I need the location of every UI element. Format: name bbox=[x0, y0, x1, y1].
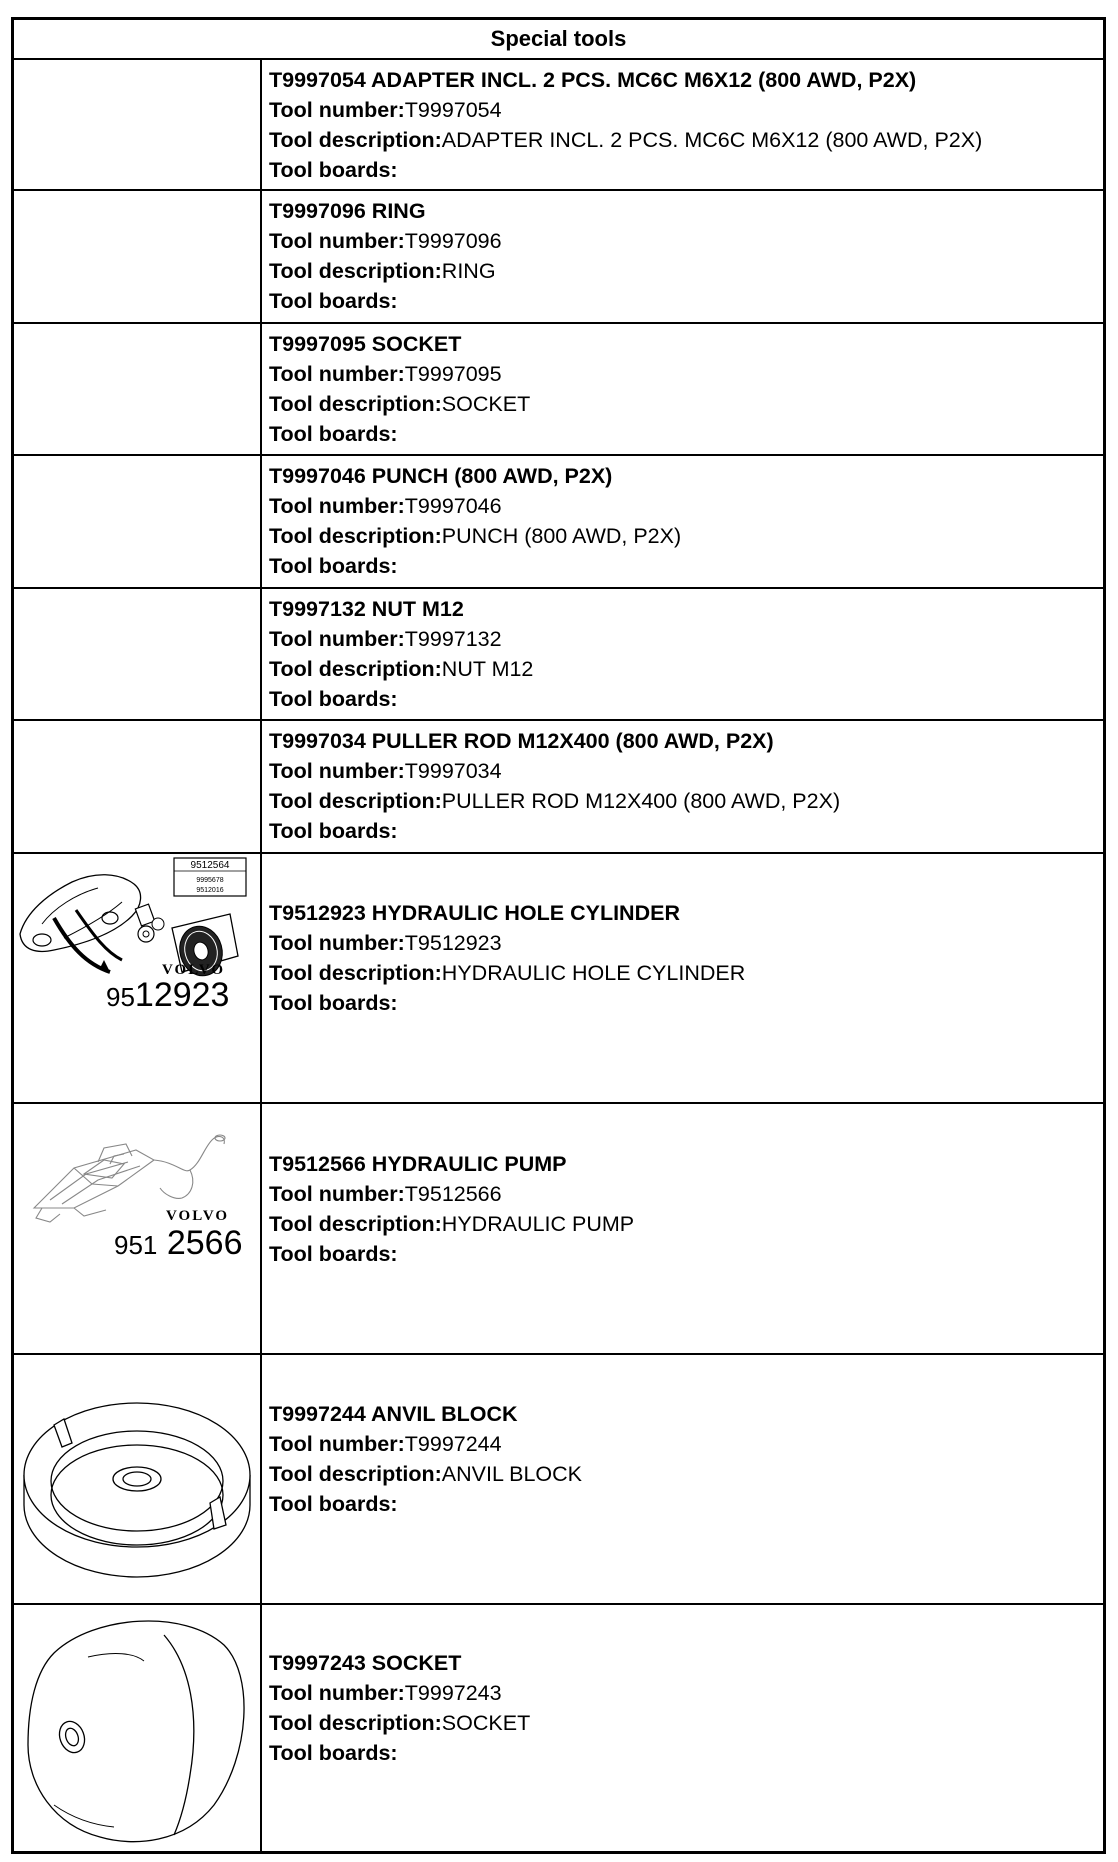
tool-row bbox=[14, 1104, 1103, 1355]
tool-row bbox=[14, 854, 1103, 1104]
tool-number-value: T9512923 bbox=[404, 931, 502, 955]
tool-description-value: NUT M12 bbox=[441, 657, 534, 681]
tool-text-cell bbox=[264, 324, 1103, 454]
volvo-logo-text: VOLVO bbox=[162, 962, 226, 978]
tool-text-cell bbox=[264, 60, 1103, 189]
tool-number-value: T9997132 bbox=[404, 627, 502, 651]
tool-description-value: SOCKET bbox=[441, 1711, 531, 1735]
tool-number-label: Tool number: bbox=[269, 229, 405, 253]
tool-text-cell bbox=[264, 721, 1103, 852]
tool-image-cell bbox=[14, 456, 262, 587]
tool-row bbox=[14, 324, 1103, 456]
tool-number-value: T9997054 bbox=[404, 98, 502, 122]
tool-boards-label: Tool boards: bbox=[269, 289, 398, 313]
tool-title: T9997096 RING bbox=[269, 199, 426, 223]
tool-text-cell bbox=[264, 1104, 1103, 1353]
tool-text-cell bbox=[264, 191, 1103, 322]
tool-row bbox=[14, 1605, 1103, 1851]
tool-boards-label: Tool boards: bbox=[269, 991, 398, 1015]
tool-title: T9997132 NUT M12 bbox=[269, 597, 464, 621]
tool-image-cell bbox=[14, 1355, 262, 1603]
anvil-block-illustration bbox=[14, 1355, 260, 1603]
tool-image-cell bbox=[14, 589, 262, 719]
tool-title: T9512566 HYDRAULIC PUMP bbox=[269, 1151, 567, 1176]
tool-number-label: Tool number: bbox=[269, 1181, 405, 1206]
tool-description-label: Tool description: bbox=[269, 1711, 442, 1735]
tool-text-cell bbox=[264, 854, 1103, 1102]
tool-row bbox=[14, 1355, 1103, 1605]
tool-description-value: RING bbox=[441, 259, 496, 283]
tool-boards-label: Tool boards: bbox=[269, 687, 398, 711]
tool-number-value: T9997095 bbox=[404, 362, 502, 386]
tool-number-value: T9997244 bbox=[404, 1432, 502, 1456]
tool-row bbox=[14, 60, 1103, 191]
label-box-line-1: 9512564 bbox=[190, 860, 230, 871]
tool-image-cell bbox=[14, 191, 262, 322]
tool-number-label: Tool number: bbox=[269, 627, 405, 651]
tool-number-label: Tool number: bbox=[269, 1432, 405, 1456]
tool-boards-label: Tool boards: bbox=[269, 422, 398, 446]
tool-number-value: T9997096 bbox=[404, 229, 502, 253]
tool-text-cell bbox=[264, 589, 1103, 719]
volvo-logo-text: VOLVO bbox=[166, 1208, 230, 1224]
tool-image-cell bbox=[14, 1605, 262, 1851]
tool-description-label: Tool description: bbox=[269, 657, 442, 681]
tool-text-cell bbox=[264, 1355, 1103, 1603]
tool-description-label: Tool description: bbox=[269, 524, 442, 548]
tool-image-cell bbox=[14, 854, 262, 1102]
label-box-line-2: 9995678 bbox=[196, 877, 224, 884]
tool-row bbox=[14, 456, 1103, 589]
tool-description-value: HYDRAULIC PUMP bbox=[441, 1211, 635, 1236]
tool-description-label: Tool description: bbox=[269, 128, 442, 152]
tool-number-value: T9997046 bbox=[404, 494, 502, 518]
tool-number-value: T9512566 bbox=[404, 1181, 502, 1206]
tool-boards-label: Tool boards: bbox=[269, 819, 398, 843]
tool-text-cell bbox=[264, 1605, 1103, 1851]
tool-description-label: Tool description: bbox=[269, 961, 442, 985]
tool-image-cell bbox=[14, 324, 262, 454]
tool-description-label: Tool description: bbox=[269, 259, 442, 283]
tool-description-label: Tool description: bbox=[269, 1462, 442, 1486]
tool-title: T9997244 ANVIL BLOCK bbox=[269, 1402, 518, 1426]
tool-description-value: ANVIL BLOCK bbox=[441, 1462, 582, 1486]
hydraulic-hole-cylinder-illustration bbox=[14, 854, 260, 1054]
tool-boards-label: Tool boards: bbox=[269, 158, 398, 182]
tool-number-label: Tool number: bbox=[269, 759, 405, 783]
tool-number-label: Tool number: bbox=[269, 494, 405, 518]
table-header: Special tools bbox=[14, 20, 1103, 60]
illustration-part-number: 951 2566 bbox=[114, 1224, 243, 1262]
tool-row bbox=[14, 191, 1103, 324]
tool-description-label: Tool description: bbox=[269, 1211, 442, 1236]
tool-boards-label: Tool boards: bbox=[269, 554, 398, 578]
tool-number-label: Tool number: bbox=[269, 98, 405, 122]
tool-image-cell bbox=[14, 60, 262, 189]
tool-title: T9997034 PULLER ROD M12X400 (800 AWD, P2X) bbox=[269, 729, 774, 753]
tool-title: T9997243 SOCKET bbox=[269, 1651, 462, 1675]
tool-description-value: ADAPTER INCL. 2 PCS. MC6C M6X12 (800 AWD, P2X) bbox=[441, 128, 983, 152]
illustration-part-number: 9512923 bbox=[106, 976, 230, 1014]
tool-row bbox=[14, 721, 1103, 854]
tool-description-value: HYDRAULIC HOLE CYLINDER bbox=[441, 961, 746, 985]
tool-description-label: Tool description: bbox=[269, 392, 442, 416]
label-box-line-3: 9512016 bbox=[196, 887, 224, 894]
tool-boards-label: Tool boards: bbox=[269, 1741, 398, 1765]
special-tools-table bbox=[11, 17, 1106, 1854]
tool-description-label: Tool description: bbox=[269, 789, 442, 813]
tool-text-cell bbox=[264, 456, 1103, 587]
tool-number-label: Tool number: bbox=[269, 362, 405, 386]
tool-description-value: SOCKET bbox=[441, 392, 531, 416]
tool-image-cell bbox=[14, 1104, 262, 1353]
tool-image-cell bbox=[14, 721, 262, 852]
tool-title: T9512923 HYDRAULIC HOLE CYLINDER bbox=[269, 901, 680, 925]
tool-number-label: Tool number: bbox=[269, 931, 405, 955]
socket-illustration bbox=[14, 1605, 260, 1851]
tool-number-value: T9997034 bbox=[404, 759, 502, 783]
tool-number-label: Tool number: bbox=[269, 1681, 405, 1705]
tool-title: T9997095 SOCKET bbox=[269, 332, 462, 356]
tool-boards-label: Tool boards: bbox=[269, 1492, 398, 1516]
tool-boards-label: Tool boards: bbox=[269, 1241, 398, 1266]
tool-title: T9997054 ADAPTER INCL. 2 PCS. MC6C M6X12 (800 AWD, P2X) bbox=[269, 68, 917, 92]
tool-description-value: PULLER ROD M12X400 (800 AWD, P2X) bbox=[441, 789, 841, 813]
tool-title: T9997046 PUNCH (800 AWD, P2X) bbox=[269, 464, 613, 488]
tool-row bbox=[14, 589, 1103, 721]
tool-description-value: PUNCH (800 AWD, P2X) bbox=[441, 524, 682, 548]
tool-number-value: T9997243 bbox=[404, 1681, 502, 1705]
